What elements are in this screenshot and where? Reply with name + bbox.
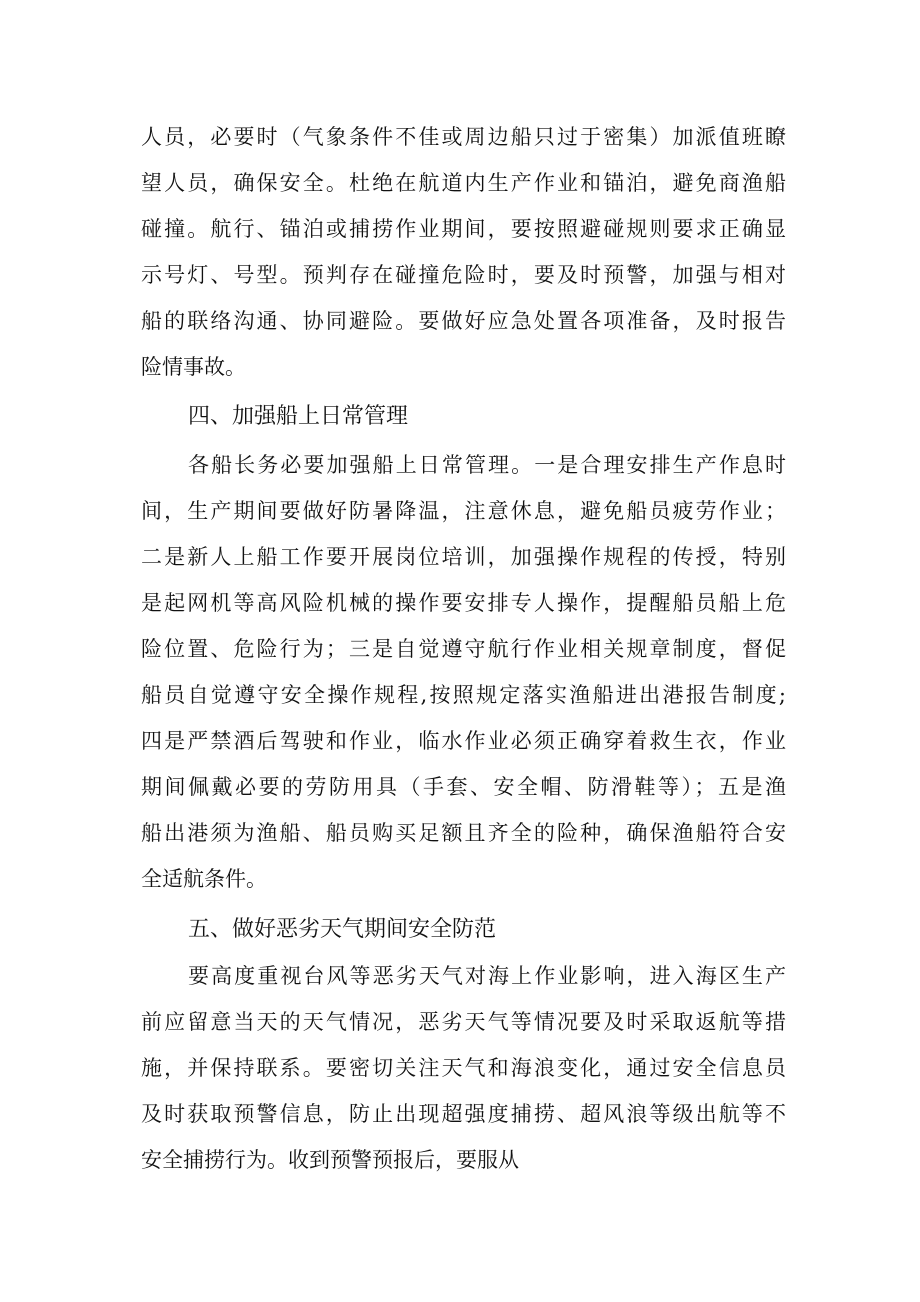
- paragraph-line: 安全捕捞行为。收到预警预报后，要服从: [141, 1148, 519, 1172]
- paragraph-line: 施，并保持联系。要密切关注天气和海浪变化，通过安全信息员: [141, 1056, 786, 1080]
- section-heading-5: 五、做好恶劣天气期间安全防范: [188, 917, 497, 942]
- paragraph-line: 船的联络沟通、协同避险。要做好应急处置各项准备，及时报告: [141, 309, 786, 333]
- paragraph-line: 船出港须为渔船、船员购买足额且齐全的险种，确保渔船符合安: [141, 821, 786, 845]
- paragraph-line: 险位置、危险行为；三是自觉遵守航行作业相关规章制度，督促: [141, 637, 786, 661]
- paragraph-line: 间，生产期间要做好防暑降温，注意休息，避免船员疲劳作业；: [141, 499, 786, 523]
- paragraph-line: 二是新人上船工作要开展岗位培训，加强操作规程的传授，特别: [141, 545, 786, 569]
- paragraph-line: 望人员，确保安全。杜绝在航道内生产作业和锚泊，避免商渔船: [141, 171, 786, 195]
- section-heading-4: 四、加强船上日常管理: [188, 404, 409, 429]
- paragraph-line: 险情事故。: [141, 355, 246, 379]
- paragraph-line: 碰撞。航行、锚泊或捕捞作业期间，要按照避碰规则要求正确显: [141, 217, 786, 241]
- paragraph-line: 期间佩戴必要的劳防用具（手套、安全帽、防滑鞋等）；五是渔: [141, 775, 786, 799]
- paragraph-line: 四是严禁酒后驾驶和作业，临水作业必须正确穿着救生衣，作业: [141, 729, 786, 753]
- paragraph-line: 示号灯、号型。预判存在碰撞危险时，要及时预警，加强与相对: [141, 263, 786, 287]
- paragraph-line: 及时获取预警信息，防止出现超强度捕捞、超风浪等级出航等不: [141, 1102, 786, 1126]
- paragraph-line: 要高度重视台风等恶劣天气对海上作业影响，进入海区生产: [188, 964, 786, 988]
- paragraph-line: 是起网机等高风险机械的操作要安排专人操作，提醒船员船上危: [141, 591, 786, 615]
- paragraph-line: 人员，必要时（气象条件不佳或周边船只过于密集）加派值班瞭: [141, 125, 786, 149]
- paragraph-line: 各船长务必要加强船上日常管理。一是合理安排生产作息时: [188, 453, 786, 477]
- paragraph-line: 船员自觉遵守安全操作规程,按照规定落实渔船进出港报告制度;: [141, 683, 786, 707]
- paragraph-line: 前应留意当天的天气情况，恶劣天气等情况要及时采取返航等措: [141, 1010, 786, 1034]
- paragraph-line: 全适航条件。: [141, 867, 267, 891]
